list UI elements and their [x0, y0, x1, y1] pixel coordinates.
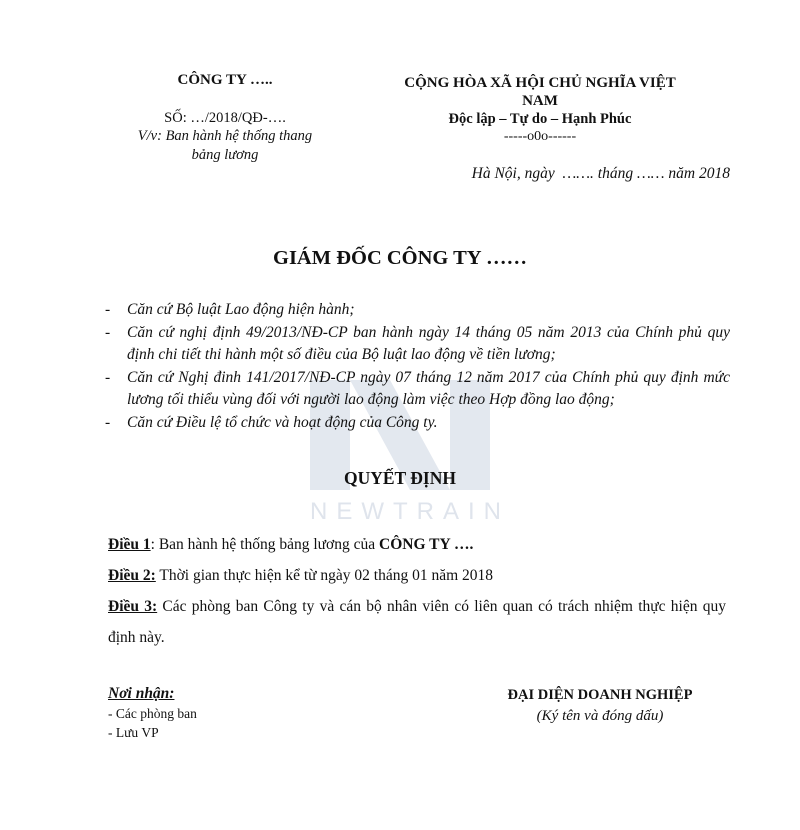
nation-motto: Độc lập – Tự do – Hạnh Phúc	[448, 111, 632, 127]
company-name: CÔNG TY …..	[177, 72, 273, 88]
article-label: Điều 2:	[108, 567, 156, 584]
signature-block	[470, 684, 730, 726]
basis-text: Căn cứ Nghị đinh 141/2017/NĐ-CP ngày 07 tháng 12 năm 2017 của Chính phủ quy định mức lương tối thiểu vùng đối với người lao động làm việc theo Hợp đồng lao động;	[127, 368, 730, 408]
header-separator: -----o0o------	[503, 129, 577, 144]
list-item	[105, 299, 730, 322]
page-title: GIÁM ĐỐC CÔNG TY ……	[273, 247, 527, 269]
list-item	[105, 412, 730, 435]
article-label-sep: :	[150, 536, 155, 553]
article-label: Điều 1	[108, 536, 151, 553]
legal-bases-list	[105, 299, 730, 434]
article-1	[108, 529, 726, 560]
recipient-item: - Các phòng ban	[108, 706, 197, 721]
article-text: Các phòng ban Công ty và cán bộ nhân viên có liên quan có trách nhiệm thực hiện quy định này.	[108, 598, 726, 646]
header-left	[110, 72, 340, 165]
bullet-dash: -	[105, 301, 111, 318]
basis-text: Căn cứ nghị định 49/2013/NĐ-CP ban hành ngày 14 tháng 05 năm 2013 của Chính phủ quy định chi tiết thi hành một số điều của Bộ luật lao động về tiền lương;	[127, 323, 730, 363]
articles	[108, 529, 726, 653]
subject-line-2: bảng lương	[191, 147, 259, 163]
bullet-dash: -	[105, 323, 111, 341]
document-number: SỐ: …/2018/QĐ-….	[164, 110, 286, 126]
bullet-dash: -	[105, 413, 111, 431]
basis-text: Căn cứ Điều lệ tổ chức và hoạt động của Công ty.	[127, 413, 438, 431]
article-2	[108, 560, 726, 591]
header-right	[385, 74, 695, 146]
recipients	[108, 684, 197, 742]
article-bold-text: CÔNG TY ….	[379, 536, 474, 553]
list-item	[105, 322, 730, 367]
list-item	[105, 367, 730, 412]
decision-title: QUYẾT ĐỊNH	[344, 468, 456, 488]
article-label: Điều 3:	[108, 598, 158, 615]
watermark-text: NEWTRAIN	[310, 498, 510, 525]
basis-text: Căn cứ Bộ luật Lao động hiện hành;	[127, 301, 355, 318]
issue-date: Hà Nội, ngày ……. tháng …… năm 2018	[471, 165, 730, 182]
signature-subtitle: (Ký tên và đóng dấu)	[536, 708, 664, 724]
signature-title: ĐẠI DIỆN DOANH NGHIỆP	[507, 687, 693, 703]
article-3	[108, 591, 726, 653]
recipient-item: - Lưu VP	[108, 725, 159, 740]
article-text: Ban hành hệ thống bảng lương của	[154, 536, 380, 553]
recipients-title: Nơi nhận:	[108, 685, 175, 702]
subject-line-1: V/v: Ban hành hệ thống thang	[137, 128, 313, 144]
bullet-dash: -	[105, 368, 111, 386]
article-text: Thời gian thực hiện kể từ ngày 02 tháng 01 năm 2018	[155, 567, 494, 584]
nation-title: CỘNG HÒA XÃ HỘI CHỦ NGHĨA VIỆT NAM	[404, 75, 676, 109]
